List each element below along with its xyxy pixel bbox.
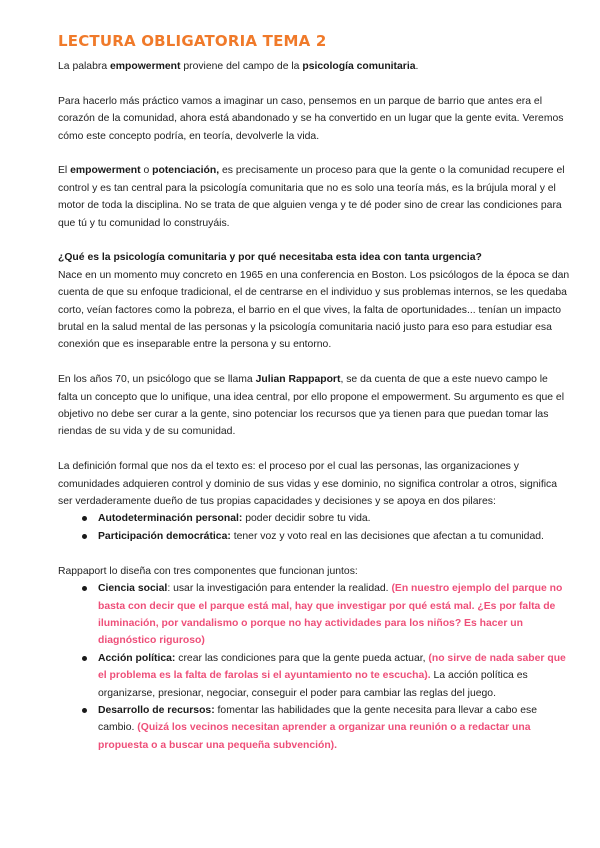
list-item [98,650,570,702]
term-psicologia-comunitaria: psicología comunitaria [302,61,416,72]
definition-text: o [140,165,153,177]
list-item [98,580,570,650]
term-potenciacion: potenciación, [152,165,220,177]
component-text: crear las condiciones para que la gente pueda actuar, [175,652,429,664]
pillars-list [58,510,570,545]
term-empowerment: empowerment [110,61,181,72]
example-note: (En nuestro ejemplo del parque no basta con decir que el parque está mal, hay que investigar por qué está mal. ¿Es por falta de iluminación, por vandalismo o porque no hay actividades para los niños? Es hacer un diagnóstico riguroso) [98,583,563,647]
rappaport-paragraph [58,371,570,441]
pillar-text: poder decidir sobre tu vida. [242,513,371,525]
list-item [98,510,570,527]
list-item [98,702,570,754]
intro-paragraph [58,58,570,75]
definition-paragraph [58,162,570,232]
formal-definition-paragraph: La definición formal que nos da el texto es: el proceso por el cual las personas, las organizaciones y comunidades adquieren control y dominio de sus vidas y ese dominio, no significa controlar a otros, significa ser verdaderamente dueño de tus propias capacidades y decisiones y se apoya en dos pilares: [58,461,558,508]
rappaport-text: , se da cuenta de que a este nuevo campo le falta un concepto que lo unifique, una idea central, por ello propone el empowerment. Su argumento es que el objetivo no debe ser curar a la gente, sino potenciar los recursos que ya tienen para que puedan tomar las riendas de su vida y de su comunidad. [58,374,565,438]
component-label: Desarrollo de recursos: [98,704,215,716]
component-text: fomentar las habilidades que la gente necesita para llevar a cabo ese cambio. [98,704,537,734]
pillar-label: Autodeterminación personal: [98,513,243,525]
example-note: (no sirve de nada saber que el problema es la falta de farolas si el ayuntamiento no te escucha). [98,652,566,682]
intro-text: . [415,61,419,72]
author-name: Julian Rappaport [255,374,341,386]
component-label: Ciencia social [98,583,168,595]
definition-text: es precisamente un proceso para que la gente o la comunidad recupere el control y es tan central para la psicología comunitaria que no es solo una teoría más, es la brújula moral y el motor de toda la disciplina. No se trata de que alguien venga y te dé poder sino de crear las condiciones para que tú y tu comunidad lo construyáis. [58,165,565,229]
example-note: (Quizá los vecinos necesitan aprender a organizar una reunión o a redactar una propuesta o a buscar una pequeña subvención). [98,722,531,751]
component-text: : usar la investigación para entender la realidad. [167,583,392,595]
component-text: La acción política es organizarse, presionar, negociar, conseguir el poder para cambiar las reglas del juego. [98,670,528,699]
definition-text: El [58,165,71,177]
term-empowerment: empowerment [70,165,141,177]
section-heading [58,249,570,266]
park-example-paragraph: Para hacerlo más práctico vamos a imaginar un caso, pensemos en un parque de barrio que antes era el corazón de la comunidad, ahora está abandonado y se ha convertido en un lugar que la gente evita. Veremos cómo este concepto podría, en teoría, devolverle la vida. [58,95,564,142]
document-title: LECTURA OBLIGATORIA TEMA 2 [58,32,327,50]
intro-text: proviene del campo de la [180,61,303,72]
rappaport-text: En los años 70, un psicólogo que se llama [58,374,256,386]
pillar-text: tener voz y voto real en las decisiones que afectan a tu comunidad. [230,530,544,542]
list-item [98,528,570,545]
intro-text: La palabra [58,61,110,72]
component-label: Acción política: [98,652,176,664]
history-paragraph: Nace en un momento muy concreto en 1965 en una conferencia en Boston. Los psicólogos de la época se dan cuenta de que su enfoque tradicional, el de centrarse en el individuo y sus problemas internos, se les quedaba corto, veían factores como la pobreza, el barrio en el que vives, la falta de oportunidades... tenían un impacto brutal en la salud mental de las personas y la psicología comunitaria nació justo para eso para estudiar esa conexión que es inseparable entre la persona y su entorno. [58,269,570,351]
components-list [58,580,570,754]
pillar-label: Participación democrática: [98,530,231,542]
section-heading-text: ¿Qué es la psicología comunitaria y por qué necesitaba esta idea con tanta urgencia? [58,252,482,264]
components-intro: Rappaport lo diseña con tres componentes que funcionan juntos: [58,565,358,577]
